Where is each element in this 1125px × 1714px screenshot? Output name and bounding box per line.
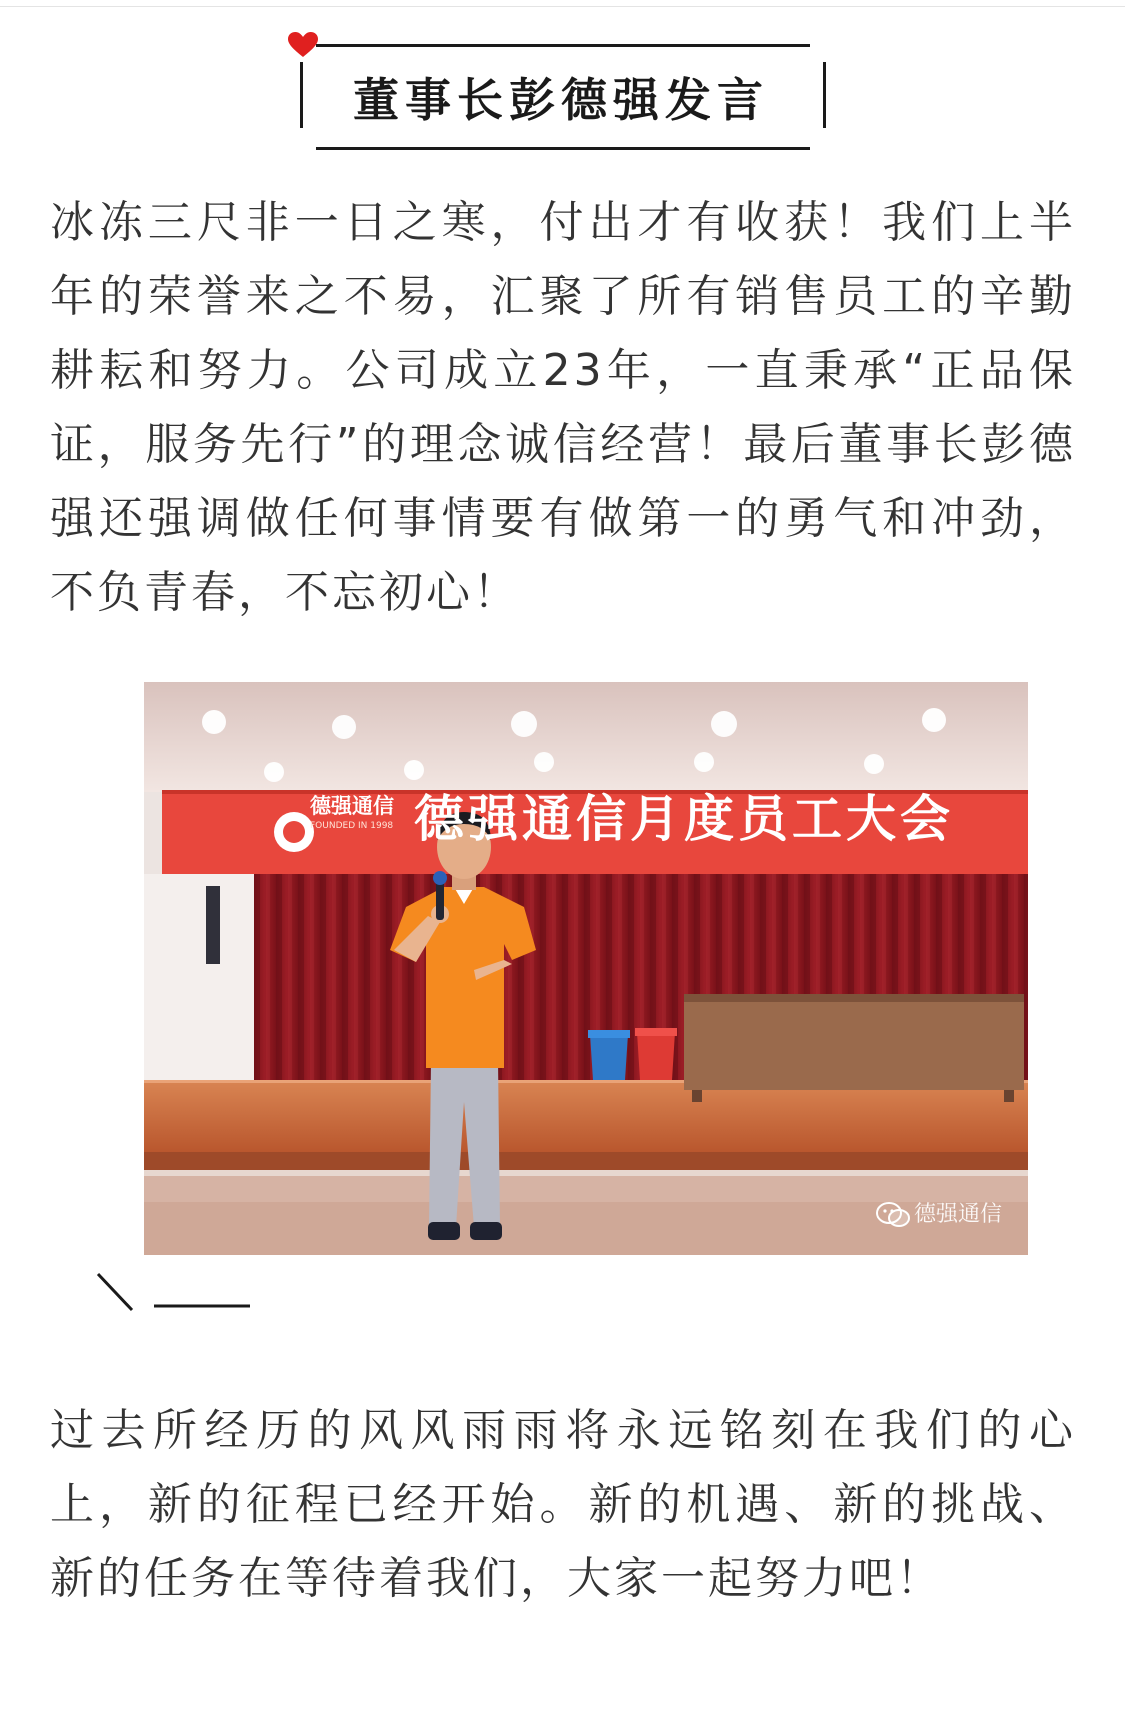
watermark-text: 德强通信	[913, 1202, 1002, 1227]
banner-title: 德强通信月度员工大会	[414, 790, 954, 848]
title-frame-top-line	[316, 44, 810, 47]
photo-scene	[144, 682, 1028, 1255]
top-divider	[0, 6, 1125, 7]
article-paragraph-2: 过去所经历的风风雨雨将永远铭刻在我们的心上，新的征程已经开始。新的机遇、新的挑战、新的任务在等待着我们，大家一起努力吧！	[50, 1405, 1076, 1604]
banner-logo-subtitle: FOUNDED IN 1998	[310, 821, 394, 831]
photo-watermark	[876, 1201, 1002, 1229]
section-title: 董事长彭德强发言	[353, 73, 769, 127]
decorative-separator	[96, 1272, 256, 1316]
section-title-frame	[296, 34, 826, 152]
banner-logo-text: 德强通信	[310, 794, 394, 818]
article-paragraph-1: 冰冻三尺非一日之寒，付出才有收获！我们上半年的荣誉来之不易，汇聚了所有销售员工的辛勤耕耘和努力。公司成立23年，一直秉承“正品保证，服务先行”的理念诚信经营！最后董事长彭德强还强调做任何事情要有做第一的勇气和冲劲，不负青春，不忘初心！	[50, 197, 1076, 618]
heart-icon	[288, 32, 318, 58]
wechat-icon	[876, 1202, 910, 1228]
article-photo[interactable]	[144, 682, 1028, 1255]
title-frame-bottom-line	[316, 147, 810, 150]
